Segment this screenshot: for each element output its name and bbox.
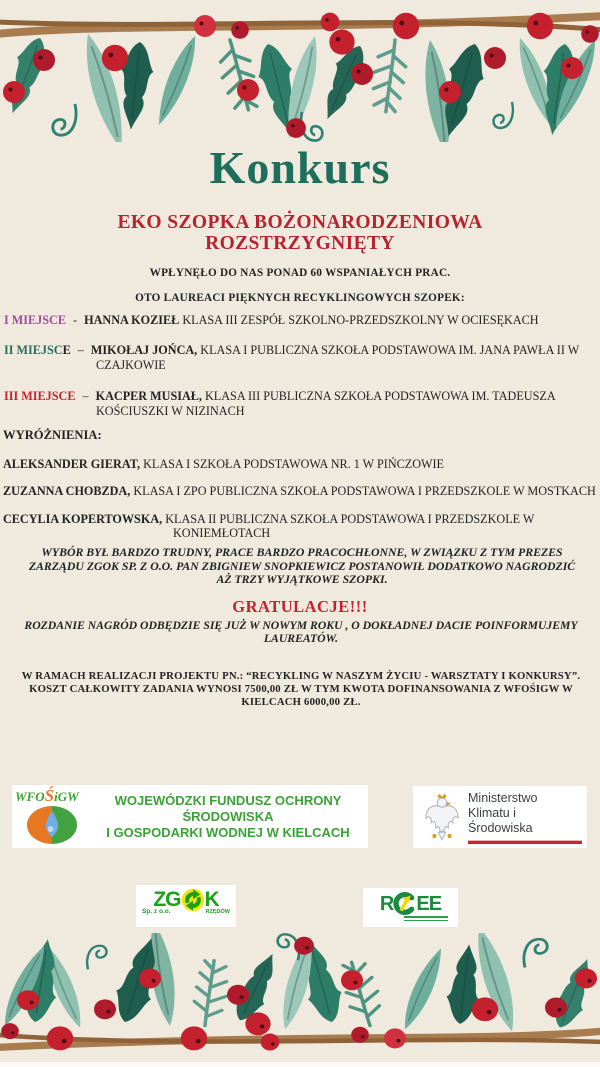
dash: - xyxy=(73,313,78,327)
rcee-letter-r: R xyxy=(379,892,394,915)
holly-garland-bottom xyxy=(0,933,600,1062)
winner-1-school: KLASA III ZESPÓŁ SZKOLNO-PRZEDSZKOLNY W OCIESĘKACH xyxy=(182,313,539,327)
dash: – xyxy=(77,343,84,358)
heading-line1: EKO SZOPKA BOŻONARODZENIOWA xyxy=(117,212,483,233)
zgok-company-type: Sp. z o.o. xyxy=(142,908,171,915)
project-line1: W RAMACH REALIZACJI PROJEKTU PN.: “RECYKLING W NASZYM ŻYCIU - WARSZTATY I KONKURSY”. xyxy=(21,670,581,682)
winner-1-name: HANNA KOZIEŁ xyxy=(84,313,180,327)
honor-2-name: ZUZANNA CHOBZDA, xyxy=(3,484,131,498)
honor-3-school: KLASA II PUBLICZNA SZKOŁA PODSTAWOWA I PRZEDSZKOLE W KONIEMŁOTACH xyxy=(165,511,535,540)
winner-3-place: III MIEJSCE xyxy=(4,388,76,403)
honor-2-school: KLASA I ZPO PUBLICZNA SZKOŁA PODSTAWOWA I PRZEDSZKOLE W MOSTKACH xyxy=(133,484,596,498)
rcee-letters-ee: EE xyxy=(416,892,442,915)
honor-3-name: CECYLIA KOPERTOWSKA, xyxy=(3,511,163,526)
winner-row-1 xyxy=(4,313,598,328)
jury-note: WYBÓR BYŁ BARDZO TRUDNY, PRACE BARDZO PRACOCHŁONNE, W ZWIĄZKU Z TYM PREZES ZARZĄDU ZGOK SP. Z O.O. PAN ZBIGNIEW SNOPKIEWICZ POSTANOWIŁ DODATKOWO NAGRODZIĆ AŻ TRZY WYJĄTKOWE SZOPKI. xyxy=(28,545,576,586)
winner-3-name: KACPER MUSIAŁ, xyxy=(95,388,202,403)
recycle-circle-icon xyxy=(181,888,205,912)
honor-row-3 xyxy=(3,512,598,541)
bottom-white-strip xyxy=(0,1062,600,1067)
page-title: Konkurs xyxy=(209,142,391,193)
ministry-logo xyxy=(413,786,587,848)
ministry-name: Ministerstwo Klimatu i Środowiska xyxy=(468,791,582,844)
dash: – xyxy=(82,388,89,403)
honors-title: WYRÓŻNIENIA: xyxy=(3,428,102,442)
winner-1-place: I MIEJSCE xyxy=(4,313,66,327)
honor-1-name: ALEKSANDER GIERAT, xyxy=(3,456,141,471)
winner-2-name: MIKOŁAJ JOŃCA, xyxy=(90,343,198,358)
zgok-letters-zg: ZG xyxy=(153,888,181,911)
project-funding-note xyxy=(18,670,584,709)
project-line2: KOSZT CAŁKOWITY ZADANIA WYNOSI 7500,00 ZŁ W TYM KWOTA DOFINANSOWANIA Z WFOŚIGW W KIELCACH 6000,00 ZŁ. xyxy=(29,683,573,708)
intro-line1: WPŁYNĘŁO DO NAS PONAD 60 WSPANIAŁYCH PRAC. xyxy=(149,267,451,279)
intro-line2: OTO LAUREACI PIĘKNYCH RECYKLINGOWYCH SZOPEK: xyxy=(135,292,465,304)
winner-2-place: II MIEJSCE xyxy=(4,343,71,358)
wfosigw-wordmark: WFOŚiGW xyxy=(15,786,79,805)
wfosigw-name: WOJEWÓDZKI FUNDUSZ OCHRONY ŚRODOWISKA I GOSPODARKI WODNEJ W KIELCACH xyxy=(106,792,350,840)
zgok-city: RZĘDÓW xyxy=(205,909,230,915)
heading-line2: ROZSTRZYGNIĘTY xyxy=(205,233,395,254)
rcee-arrow-c-icon xyxy=(393,892,416,915)
awards-ceremony-note: ROZDANIE NAGRÓD ODBĘDZIE SIĘ JUŻ W NOWYM ROKU , O DOKŁADNEJ DACIE POINFORMUJEMY LAUREATÓW. xyxy=(24,619,578,645)
zgok-logo xyxy=(136,885,236,927)
wfosigw-emblem-icon xyxy=(12,785,92,848)
honors-section xyxy=(3,428,598,554)
rcee-tagline xyxy=(363,915,458,921)
winner-row-3 xyxy=(4,389,598,419)
holly-garland-top xyxy=(0,0,600,142)
wfosigw-logo xyxy=(12,785,368,848)
rcee-logo xyxy=(363,888,458,927)
contest-heading xyxy=(0,212,600,254)
honor-row-1 xyxy=(3,457,598,472)
winner-2-school: KLASA I PUBLICZNA SZKOŁA PODSTAWOWA IM. JANA PAWŁA II W CZAJKOWIE xyxy=(96,343,580,373)
honor-row-2 xyxy=(3,484,598,499)
honor-1-school: KLASA I SZKOŁA PODSTAWOWA NR. 1 W PIŃCZOWIE xyxy=(143,456,445,471)
winner-3-school: KLASA III PUBLICZNA SZKOŁA PODSTAWOWA IM. TADEUSZA KOŚCIUSZKI W NIZINACH xyxy=(96,388,555,418)
polish-eagle-icon xyxy=(423,792,461,842)
wfosigw-globe-icon xyxy=(26,805,78,845)
ministry-red-bar xyxy=(468,840,582,844)
winner-row-2 xyxy=(4,343,598,373)
winners-list xyxy=(4,313,598,434)
zgok-letter-k: K xyxy=(204,888,219,911)
congratulations: GRATULACJE!!! xyxy=(232,597,368,616)
